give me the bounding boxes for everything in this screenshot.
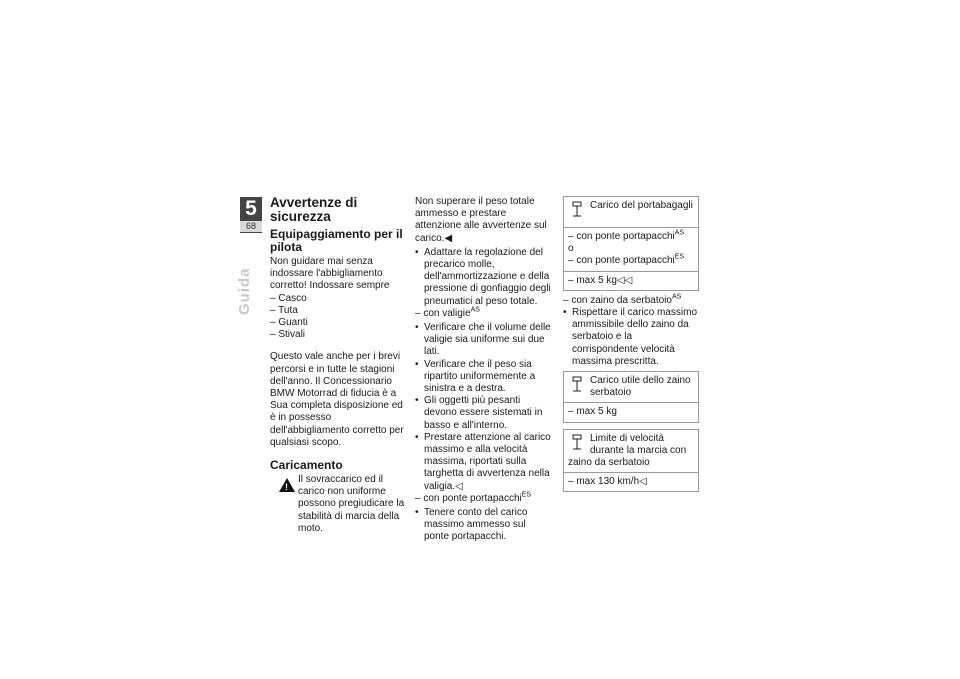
spec-box-header: [564, 430, 698, 474]
gear-item: – Casco: [270, 293, 408, 305]
advice-text: Questo vale anche per i brevi percorsi e in tutte le stagioni dell'anno. Il Concessionario BMW Motorrad di fiducia è a Sua completa disposizione ed è in possesso dell'abbigliamento corretto per qualsiasi scopo.: [270, 351, 404, 448]
speed-icon: [572, 434, 582, 450]
equipment-heading: Equipaggiamento per il pilota: [270, 227, 403, 254]
spec-title: Limite di velocità durante la marcia con zaino da serbatoio: [568, 432, 687, 469]
bullet-list: [415, 507, 553, 544]
chapter-side-label: Guida: [236, 267, 253, 315]
spec-box-body: – con ponte portapacchi$^{AS}$ o – con ponte portapacchi$^{ES}$: [564, 228, 698, 271]
spec-box-luggage-rack: [563, 196, 699, 291]
chapter-number: 5: [245, 197, 257, 220]
weight-icon: [572, 201, 582, 217]
list-item: • Prestare attenzione al carico massimo e alla velocità massima, riportati sulla targhetta di avvertenza nella valigia.◁: [415, 432, 553, 493]
list-item: • Gli oggetti più pesanti devono essere sistemati in basso e all'interno.: [415, 395, 553, 432]
zaino-label: – con zaino da serbatoio$^{AS}$: [563, 295, 699, 307]
list-item: • Tenere conto del carico massimo ammesso sul ponte portapacchi.: [415, 507, 553, 544]
column-1: [270, 196, 408, 535]
spec-box-header: [564, 372, 698, 403]
spec-title: Carico utile dello zaino serbatoio: [590, 375, 691, 399]
column-3: [563, 196, 699, 496]
valigie-label: – con valigie$^{AS}$: [415, 308, 553, 320]
list-item: • Verificare che il peso sia ripartito uniformemente a sinistra e a destra.: [415, 359, 553, 396]
spec-box-value: – max 5 kg◁◁: [564, 271, 698, 290]
equipment-text: Non guidare mai senza indossare l'abbigliamento corretto! Indossare sempre: [270, 256, 390, 292]
weight-icon: [572, 376, 582, 392]
bullet-list: [415, 322, 553, 493]
spec-box-header: [564, 197, 698, 228]
gear-item: – Guanti: [270, 317, 408, 329]
loading-warning-text: Il sovraccarico ed il carico non uniforme possono pregiudicare la stabilità di marcia della moto.: [298, 474, 405, 534]
loading-heading: Caricamento: [270, 458, 343, 473]
bullet-list: [563, 307, 699, 368]
spec-box-speed-limit: [563, 429, 699, 493]
chapter-tab: [240, 197, 262, 233]
section-title: Avvertenze di sicurezza: [270, 195, 358, 224]
spec-box-value: – max 5 kg: [564, 403, 698, 421]
load-intro: Non superare il peso totale ammesso e prestare attenzione alle avvertenze sul carico.◀: [415, 196, 547, 244]
spec-box-tank-bag-load: [563, 371, 699, 423]
spec-title: Carico del portabagagli: [590, 200, 693, 211]
list-item: • Adattare la regolazione del precarico molle, dell'ammortizzazione e della pressione di gonfiaggio degli pneumatici al peso totale.: [415, 247, 553, 308]
loading-warning: [270, 474, 408, 535]
page-number: 68: [240, 221, 262, 232]
or-text: o: [568, 243, 574, 255]
column-2: [415, 196, 553, 544]
spec-box-value: – max 130 km/h◁: [564, 473, 698, 491]
gear-list: [270, 293, 408, 342]
list-item: • Verificare che il volume delle valigie sia uniforme sui due lati.: [415, 322, 553, 359]
gear-item: – Tuta: [270, 305, 408, 317]
list-item: • Rispettare il carico massimo ammissibile dello zaino da serbatoio e la corrispondente velocità massima prescritta.: [563, 307, 699, 368]
ponte-label: – con ponte portapacchi$^{ES}$: [415, 493, 553, 505]
bullet-list: [415, 247, 553, 308]
gear-item: – Stivali: [270, 329, 408, 341]
warning-icon: [279, 478, 295, 492]
